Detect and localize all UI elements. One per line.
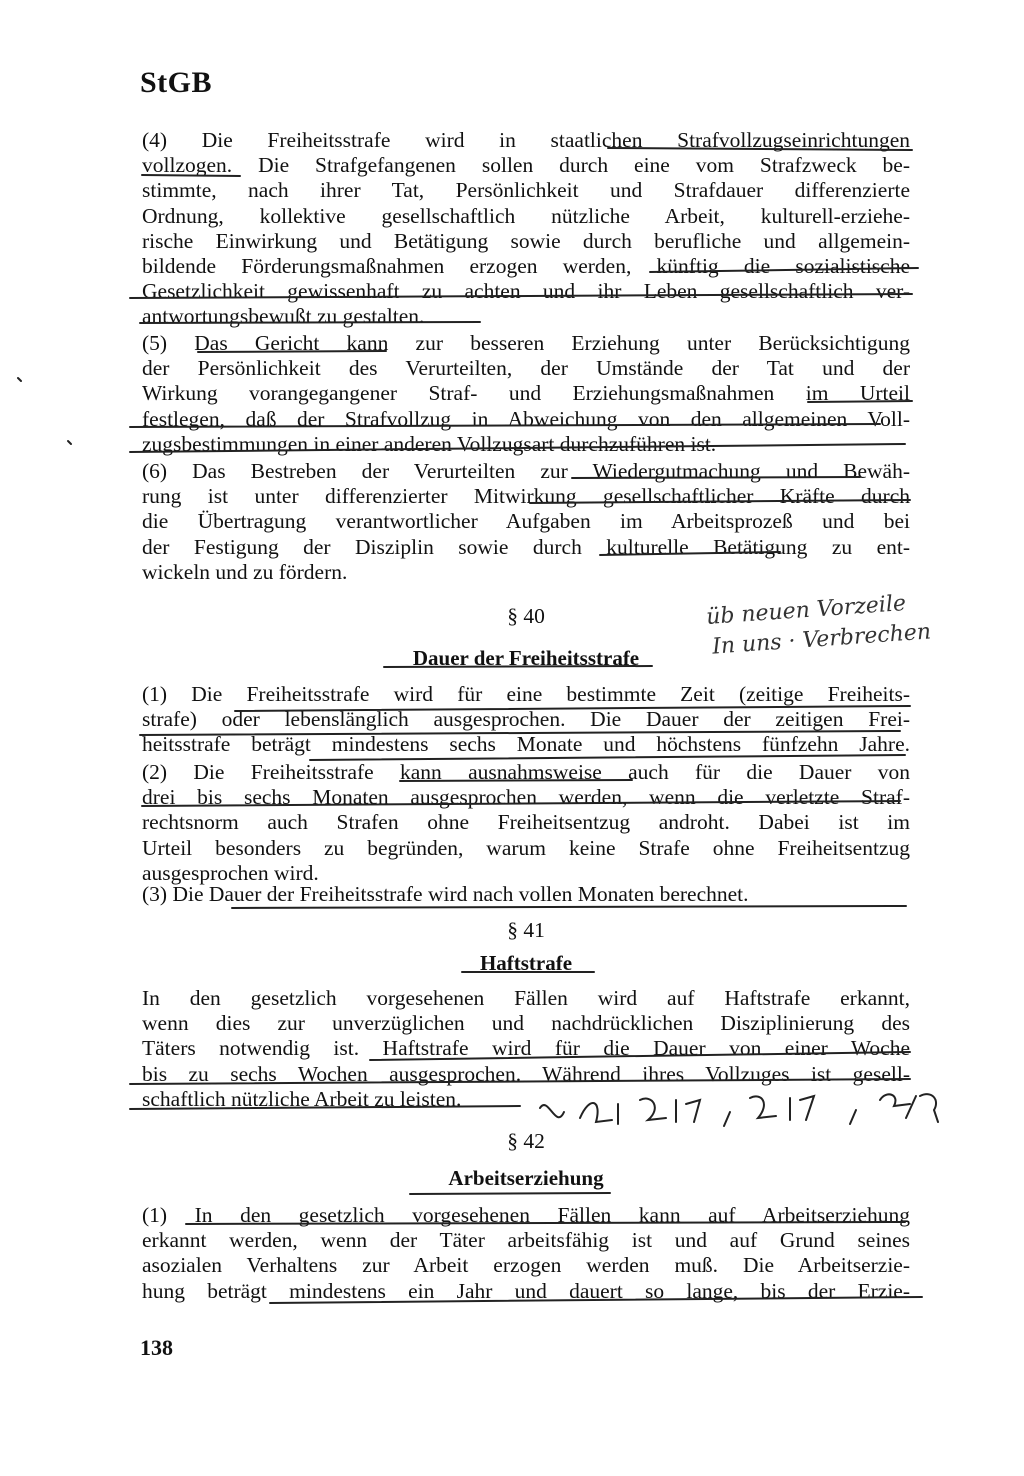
- text-line: bis zu sechs Wochen ausgesprochen. Während ihres Vollzuges ist gesell-: [142, 1061, 910, 1086]
- text-line: (2) Die Freiheitsstrafe kann ausnahmsweise auch für die Dauer von: [142, 760, 910, 784]
- text-line: festlegen, daß der Strafvollzug in Abweichung von den allgemeinen Voll-: [142, 406, 910, 431]
- text-line: bildende Förderungsmaßnahmen erzogen werden, künftig die sozialistische: [142, 254, 910, 279]
- paragraph-5: [142, 331, 910, 457]
- text-line: drei bis sechs Monaten ausgesprochen werden, wenn die verletzte Straf-: [142, 785, 910, 810]
- margin-dot: [18, 378, 21, 381]
- section-title-42: Arbeitserziehung: [448, 1166, 604, 1190]
- text-line: (1) In den gesetzlich vorgesehenen Fällen kann auf Arbeitserziehung: [142, 1203, 910, 1227]
- paragraph-42-1: [142, 1203, 910, 1304]
- text-line: schaftlich nützliche Arbeit zu leisten.: [142, 1086, 462, 1111]
- text-line: strafe) oder lebenslänglich ausgesprochen. Die Dauer der zeitigen Frei-: [142, 707, 910, 732]
- text-line: rung ist unter differenzierter Mitwirkung gesellschaftlicher Kräfte durch: [142, 484, 910, 509]
- underline-mark: [410, 1193, 610, 1194]
- text-line: zugsbestimmungen in einer anderen Vollzugsart durchzuführen ist.: [142, 431, 717, 456]
- text-line: ausgesprochen wird.: [142, 860, 319, 885]
- text-line: stimmte, nach ihrer Tat, Persönlichkeit und Strafdauer differenzierte: [142, 178, 910, 203]
- text-line: die Übertragung verantwortlicher Aufgaben im Arbeitsprozeß und bei: [142, 509, 910, 534]
- handwritten-margin-note: üb neuen Vorzeile: [705, 591, 907, 630]
- text-line: rechtsnorm auch Strafen ohne Freiheitsentzug androht. Dabei ist im: [142, 810, 910, 835]
- text-line: erkannt werden, wenn der Täter arbeitsfähig ist und auf Grund seines: [142, 1228, 910, 1253]
- page-header: StGB: [140, 66, 213, 99]
- section-number-40: § 40: [507, 604, 545, 628]
- text-line: (5) Das Gericht kann zur besseren Erziehung unter Berücksichtigung: [142, 331, 910, 355]
- paragraph-41: [142, 986, 910, 1112]
- paragraph-4: [142, 128, 910, 330]
- section-number-42: § 42: [507, 1129, 545, 1153]
- section-title-40: Dauer der Freiheitsstrafe: [412, 646, 640, 670]
- text-line: vollzogen. Die Strafgefangenen sollen durch eine vom Strafzweck be-: [142, 153, 910, 178]
- text-line: asozialen Verhaltens zur Arbeit erzogen werden muß. Die Arbeitserzie-: [142, 1253, 910, 1278]
- paragraph-40-3: [142, 882, 910, 907]
- text-line: In den gesetzlich vorgesehenen Fällen wird auf Haftstrafe erkannt,: [142, 986, 910, 1010]
- paragraph-40-1: [142, 682, 910, 758]
- handwritten-margin-note: In uns · Verbrechen: [711, 619, 932, 660]
- text-line: antwortungsbewußt zu gestalten.: [142, 304, 425, 329]
- page-number: 138: [140, 1335, 173, 1360]
- text-line: Gesetzlichkeit gewissenhaft zu achten und ihr Leben gesellschaftlich ver-: [142, 279, 910, 304]
- text-line: (1) Die Freiheitsstrafe wird für eine bestimmte Zeit (zeitige Freiheits-: [142, 682, 910, 706]
- margin-dot: [68, 441, 71, 444]
- text-line: Täters notwendig ist. Haftstrafe wird für die Dauer von einer Woche: [142, 1036, 910, 1061]
- text-line: Urteil besonders zu begründen, warum keine Strafe ohne Freiheitsentzug: [142, 835, 910, 860]
- text-line: (4) Die Freiheitsstrafe wird in staatlichen Strafvollzugseinrichtungen: [142, 128, 910, 152]
- text-line: rische Einwirkung und Betätigung sowie durch berufliche und allgemein-: [142, 228, 910, 253]
- section-title-41: Haftstrafe: [479, 951, 573, 975]
- section-number-41: § 41: [507, 918, 545, 942]
- text-line: wickeln und zu fördern.: [142, 559, 348, 584]
- text-line: wenn dies zur unverzüglichen und nachdrücklichen Disziplinierung des: [142, 1011, 910, 1036]
- text-line: Ordnung, kollektive gesellschaftlich nützliche Arbeit, kulturell-erziehe-: [142, 203, 910, 228]
- text-line: der Persönlichkeit des Verurteilten, der Umstände der Tat und der: [142, 356, 910, 381]
- text-line: (6) Das Bestreben der Verurteilten zur Wiedergutmachung und Bewäh-: [142, 459, 910, 483]
- text-line: hung beträgt mindestens ein Jahr und dauert so lange, bis der Erzie-: [142, 1278, 910, 1303]
- text-line: Wirkung vorangegangener Straf- und Erziehungsmaßnahmen im Urteil: [142, 381, 910, 406]
- paragraph-40-2: [142, 760, 910, 886]
- text-line: der Festigung der Disziplin sowie durch kulturelle Betätigung zu ent-: [142, 534, 910, 559]
- text-line: (3) Die Dauer der Freiheitsstrafe wird nach vollen Monaten berechnet.: [142, 882, 749, 906]
- paragraph-6: [142, 459, 910, 585]
- text-line: heitsstrafe beträgt mindestens sechs Monate und höchstens fünfzehn Jahre.: [142, 732, 910, 757]
